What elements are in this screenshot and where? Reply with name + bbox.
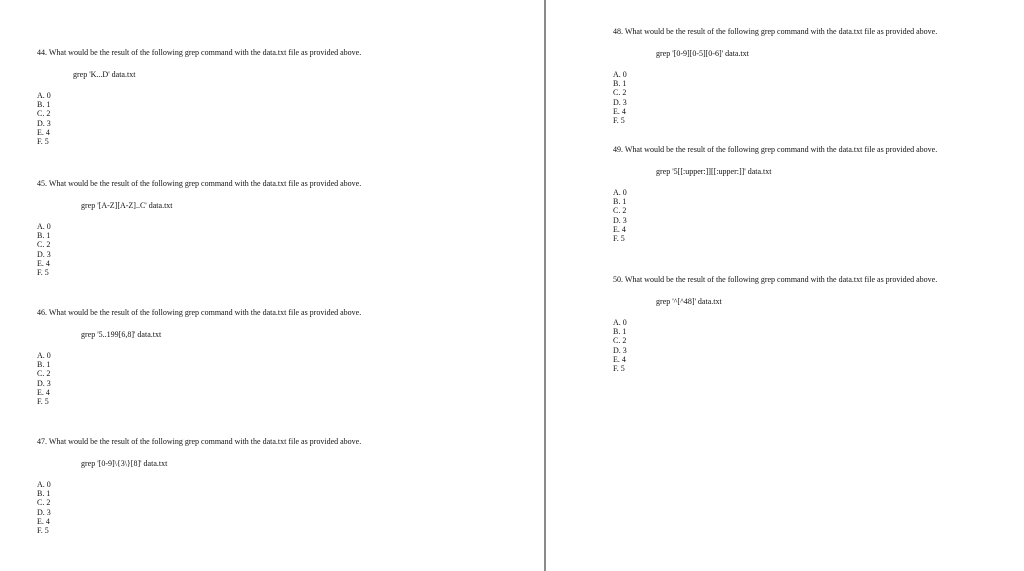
grep-command: grep '[0-9]\{3\}[8]' data.txt (81, 459, 168, 468)
option-e: E. 4 (37, 258, 50, 268)
option-d: D. 3 (37, 118, 51, 128)
option-f: F. 5 (613, 116, 625, 126)
question-text: 47. What would be the result of the following grep command with the data.txt file as provided above. (37, 437, 362, 446)
question-text: 48. What would be the result of the following grep command with the data.txt file as provided above. (613, 27, 938, 36)
option-d: D. 3 (613, 345, 627, 355)
question-text: 45. What would be the result of the following grep command with the data.txt file as provided above. (37, 179, 362, 188)
option-a: A. 0 (613, 70, 627, 79)
option-f: F. 5 (37, 397, 49, 407)
answer-options (37, 222, 361, 277)
question-text: 46. What would be the result of the following grep command with the data.txt file as provided above. (37, 308, 362, 317)
option-b: B. 1 (613, 327, 627, 337)
option-e: E. 4 (613, 106, 626, 116)
option-a: A. 0 (613, 318, 627, 327)
option-b: B. 1 (37, 100, 51, 110)
question-46 (37, 308, 361, 406)
option-a: A. 0 (37, 480, 51, 489)
question-50 (613, 275, 937, 373)
option-d: D. 3 (613, 215, 627, 225)
grep-command: grep '5[[:upper:]][[:upper:]]' data.txt (656, 167, 772, 176)
question-44 (37, 48, 361, 146)
answer-options (37, 351, 361, 406)
option-f: F. 5 (613, 364, 625, 374)
option-e: E. 4 (613, 354, 626, 364)
question-text: 44. What would be the result of the following grep command with the data.txt file as provided above. (37, 48, 362, 57)
question-47 (37, 437, 361, 535)
option-d: D. 3 (37, 378, 51, 388)
option-c: C. 2 (37, 109, 51, 119)
question-45 (37, 179, 361, 277)
option-b: B. 1 (613, 79, 627, 89)
question-text: 50. What would be the result of the following grep command with the data.txt file as provided above. (613, 275, 938, 284)
option-a: A. 0 (37, 351, 51, 360)
question-48 (613, 27, 937, 125)
answer-options (613, 318, 937, 373)
grep-command: grep '[0-9][0-5][0-6]' data.txt (656, 49, 749, 58)
grep-command: grep '5..199[6,8]' data.txt (81, 330, 162, 339)
option-a: A. 0 (613, 188, 627, 197)
page-divider (544, 0, 546, 571)
option-b: B. 1 (37, 231, 51, 241)
grep-command: grep '^[^48]' data.txt (656, 297, 722, 306)
option-f: F. 5 (613, 234, 625, 244)
option-b: B. 1 (613, 197, 627, 207)
option-e: E. 4 (37, 516, 50, 526)
grep-command: grep 'K...D' data.txt (73, 70, 136, 79)
right-page (547, 0, 1024, 571)
answer-options (37, 91, 361, 146)
option-f: F. 5 (37, 526, 49, 536)
option-d: D. 3 (613, 97, 627, 107)
option-e: E. 4 (37, 127, 50, 137)
grep-command: grep '[A-Z][A-Z]..C' data.txt (81, 201, 173, 210)
option-d: D. 3 (37, 507, 51, 517)
option-c: C. 2 (613, 88, 627, 98)
question-49 (613, 145, 937, 243)
answer-options (613, 70, 937, 125)
option-f: F. 5 (37, 137, 49, 147)
option-e: E. 4 (37, 387, 50, 397)
question-text: 49. What would be the result of the following grep command with the data.txt file as provided above. (613, 145, 938, 154)
option-c: C. 2 (37, 240, 51, 250)
option-c: C. 2 (37, 369, 51, 379)
option-a: A. 0 (37, 222, 51, 231)
option-c: C. 2 (613, 336, 627, 346)
answer-options (37, 480, 361, 535)
option-c: C. 2 (613, 206, 627, 216)
option-a: A. 0 (37, 91, 51, 100)
option-e: E. 4 (613, 224, 626, 234)
option-f: F. 5 (37, 268, 49, 278)
option-c: C. 2 (37, 498, 51, 508)
answer-options (613, 188, 937, 243)
option-d: D. 3 (37, 249, 51, 259)
option-b: B. 1 (37, 360, 51, 370)
option-b: B. 1 (37, 489, 51, 499)
